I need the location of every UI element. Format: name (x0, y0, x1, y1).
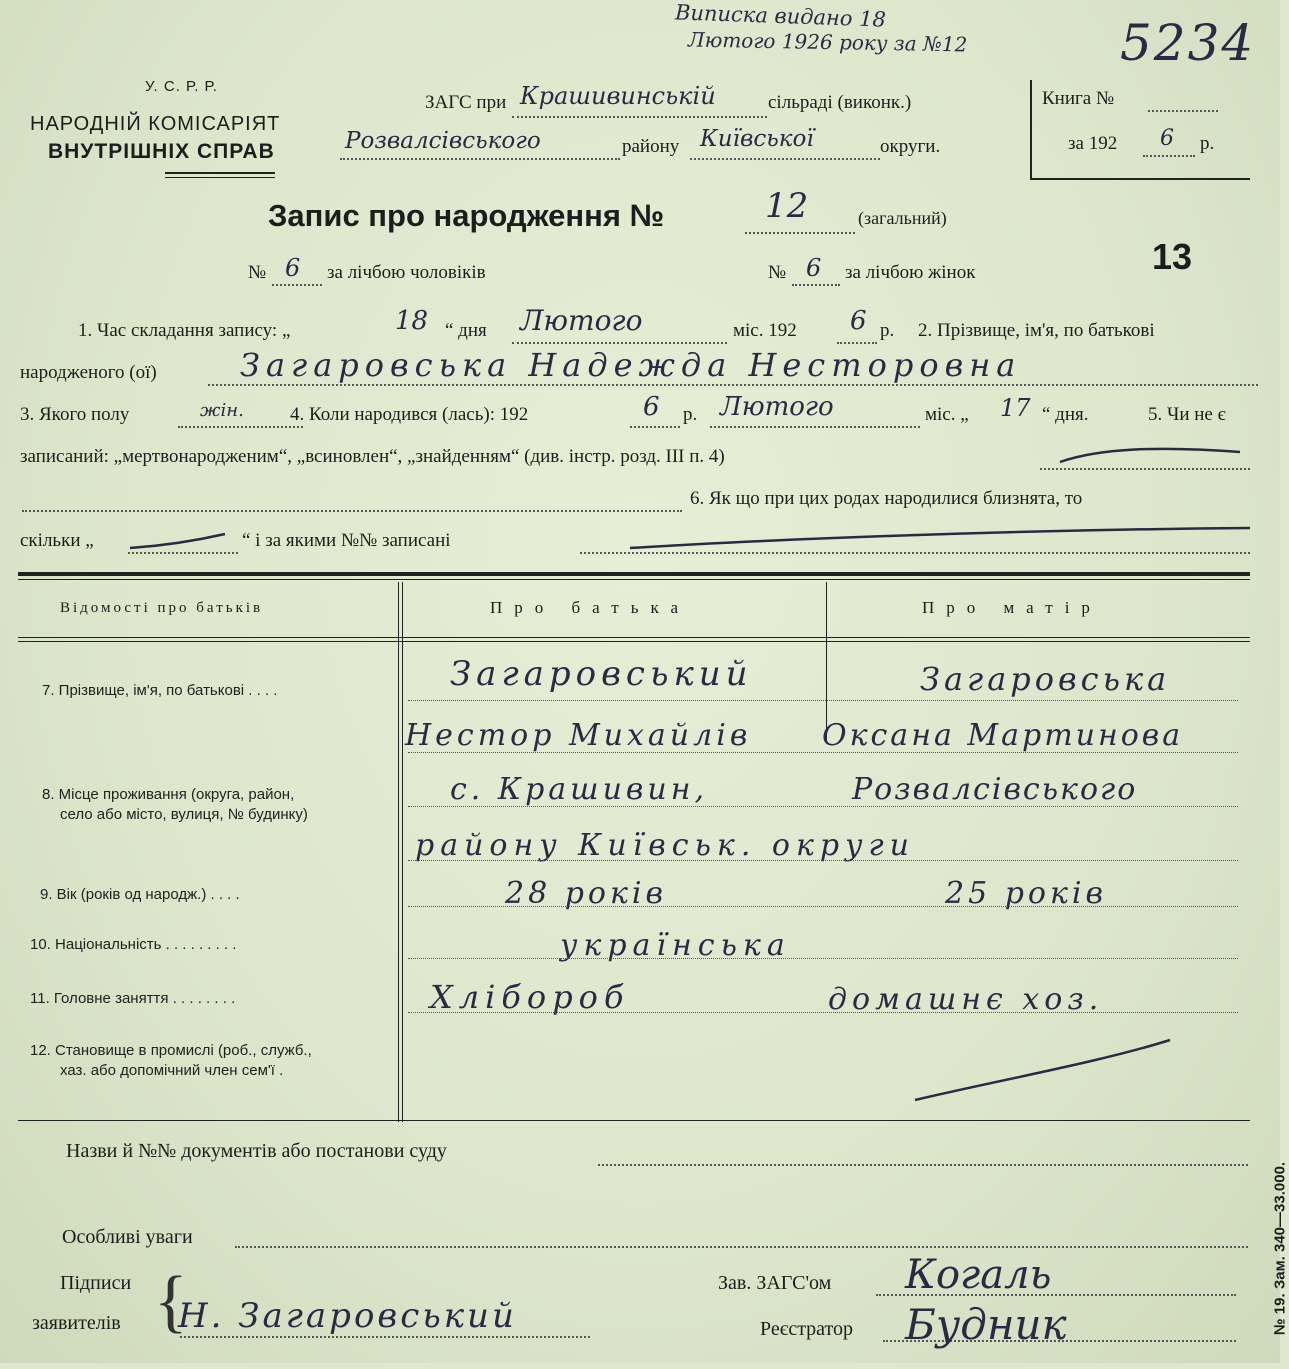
col-header-info: Відомості про батьків (60, 600, 264, 616)
documents-label: Назви й №№ документів або постанови суду (66, 1140, 447, 1162)
commissariat-line1: НАРОДНІЙ КОМІСАРІЯТ (30, 113, 281, 135)
f4-month-label: міс. „ (925, 404, 969, 425)
father-residence2: району Київськ. округи (415, 828, 915, 863)
row8-label-b: село або місто, вулиця, № будинку) (60, 806, 308, 823)
f6-label: 6. Як що при цих родах народилися близнята, то (690, 488, 1083, 509)
documents-dots (598, 1164, 1248, 1166)
f2-label-cont: народженого (ої) (20, 362, 157, 383)
archive-number: 5234 (1120, 14, 1256, 72)
table-bottom-rule (18, 1120, 1250, 1121)
head-label: Зав. ЗАГС'ом (718, 1272, 832, 1294)
father-occupation: Хлібороб (430, 978, 630, 1016)
mother-surname: Загаровська (920, 660, 1171, 698)
record-title: Запис про народження № (268, 198, 665, 233)
f1-month-label: міс. 192 (733, 320, 797, 341)
top-note-line2: Лютого 1926 року за №12 (687, 27, 968, 57)
row8-line (408, 806, 1238, 807)
row8-label-a: 8. Місце проживання (округа, район, (42, 786, 295, 803)
women-label: за лічбою жінок (845, 262, 976, 283)
row8b-line (408, 860, 1238, 861)
row7-line (408, 700, 1238, 701)
f3-value: жін. (200, 400, 244, 421)
remarks-label: Особливі уваги (62, 1226, 193, 1248)
book-year-suffix: р. (1200, 133, 1215, 154)
district-value: Розвалсівського (345, 128, 541, 154)
signatures-label-1: Підписи (60, 1272, 132, 1294)
father-residence1: с. Крашивин, (450, 772, 708, 807)
f4-year: 6 (643, 392, 660, 422)
col-header-father: Про батька (490, 598, 691, 617)
f2-label: 2. Прізвище, ім'я, по батькові (918, 320, 1155, 341)
record-number: 12 (765, 186, 809, 226)
row9-line (408, 906, 1238, 907)
f2-value: Загаровська Надежда Несторовна (240, 346, 1022, 384)
f5-label: 5. Чи не є (1148, 404, 1226, 425)
zags-village-value: Крашивинській (520, 82, 716, 110)
zags-suffix: сільраді (виконк.) (768, 92, 912, 113)
col-divider-1a (398, 582, 399, 1122)
father-name: Нестор Михайлів (405, 718, 752, 753)
nationality: українська (560, 928, 791, 963)
men-prefix: № (248, 262, 267, 283)
okrug-value: Київської (700, 126, 814, 152)
row10-line (408, 958, 1238, 959)
men-label: за лічбою чоловіків (327, 262, 486, 283)
f1-label: 1. Час складання запису: „ (78, 320, 291, 341)
registrar-signature: Будник (905, 1300, 1067, 1349)
women-prefix: № (768, 262, 787, 283)
zags-prefix: ЗАГС при (425, 92, 507, 113)
f6-label-cont-a: скільки „ (20, 530, 94, 551)
table-top-rule (18, 572, 1250, 576)
father-age: 28 років (505, 876, 667, 911)
book-year-prefix: за 192 (1068, 133, 1118, 154)
side-print: № 19. Зам. 340—33.000. (1271, 1161, 1289, 1336)
row9-label: 9. Вік (років од народж.) . . . . (40, 886, 240, 903)
mother-residence1: Розвалсівського (852, 772, 1138, 807)
f3-label: 3. Якого полу (20, 404, 130, 425)
commissariat-line2: ВНУТРІШНІХ СПРАВ (48, 140, 275, 163)
f1-day-label: “ дня (445, 320, 487, 341)
top-note-line1: Виписка видано 18 (674, 0, 887, 32)
f1-month: Лютого (520, 304, 643, 337)
row12-label-a: 12. Становище в промислі (роб., служб., (30, 1042, 312, 1059)
f4-day: 17 (1000, 394, 1031, 422)
col-divider-1b (402, 582, 403, 1122)
page-number: 13 (1152, 236, 1193, 277)
head-signature: Когаль (905, 1252, 1052, 1298)
men-value: 6 (285, 254, 301, 282)
f4-year-label: р. (683, 404, 698, 425)
district-suffix: району (622, 136, 680, 157)
col-header-mother: Про матір (922, 598, 1102, 617)
registrar-label: Реєстратор (760, 1318, 854, 1340)
row7-label: 7. Прізвище, ім'я, по батькові . . . . (42, 682, 278, 699)
republic-label: У. С. Р. Р. (145, 78, 218, 95)
book-year-value: 6 (1160, 126, 1174, 151)
table-header-rule (18, 637, 1250, 638)
f6-label-cont-b: “ і за якими №№ записані (242, 530, 451, 551)
row11-label: 11. Головне заняття . . . . . . . . (30, 990, 236, 1007)
row7b-line (408, 752, 1238, 753)
f5-label-cont: записаний: „мертвонародженим“, „всиновлен“, „знайденням“ (див. інстр. розд. III п. 4) (20, 446, 725, 467)
row11-line (408, 1012, 1238, 1013)
row10-label: 10. Національність . . . . . . . . . (30, 936, 237, 953)
remarks-dots (235, 1246, 1248, 1248)
f4-month: Лютого (720, 392, 834, 422)
mother-age: 25 років (945, 876, 1107, 911)
signatures-label-2: заявителів (32, 1312, 121, 1334)
mother-occupation: домашнє хоз. (828, 982, 1104, 1017)
applicant-dots (180, 1336, 590, 1338)
table-top-rule-thin (18, 579, 1250, 580)
book-label: Книга № (1042, 88, 1115, 109)
f1-year-label: р. (880, 320, 895, 341)
row12-label-b: хаз. або допомічний член сем'ї . (60, 1062, 284, 1079)
applicant-signature: Н. Загаровський (178, 1296, 517, 1336)
women-value: 6 (806, 254, 822, 282)
signatures-brace: { (154, 1263, 188, 1340)
f1-day: 18 (395, 306, 429, 336)
record-general: (загальний) (858, 208, 947, 228)
mother-name: Оксана Мартинова (822, 718, 1184, 753)
father-surname: Загаровський (450, 654, 753, 694)
f1-year: 6 (850, 306, 867, 336)
okrug-suffix: округи. (880, 136, 941, 157)
f4-label: 4. Коли народився (лась): 192 (290, 404, 529, 425)
f4-day-label: “ дня. (1042, 404, 1089, 425)
table-header-rule-2 (18, 641, 1250, 642)
